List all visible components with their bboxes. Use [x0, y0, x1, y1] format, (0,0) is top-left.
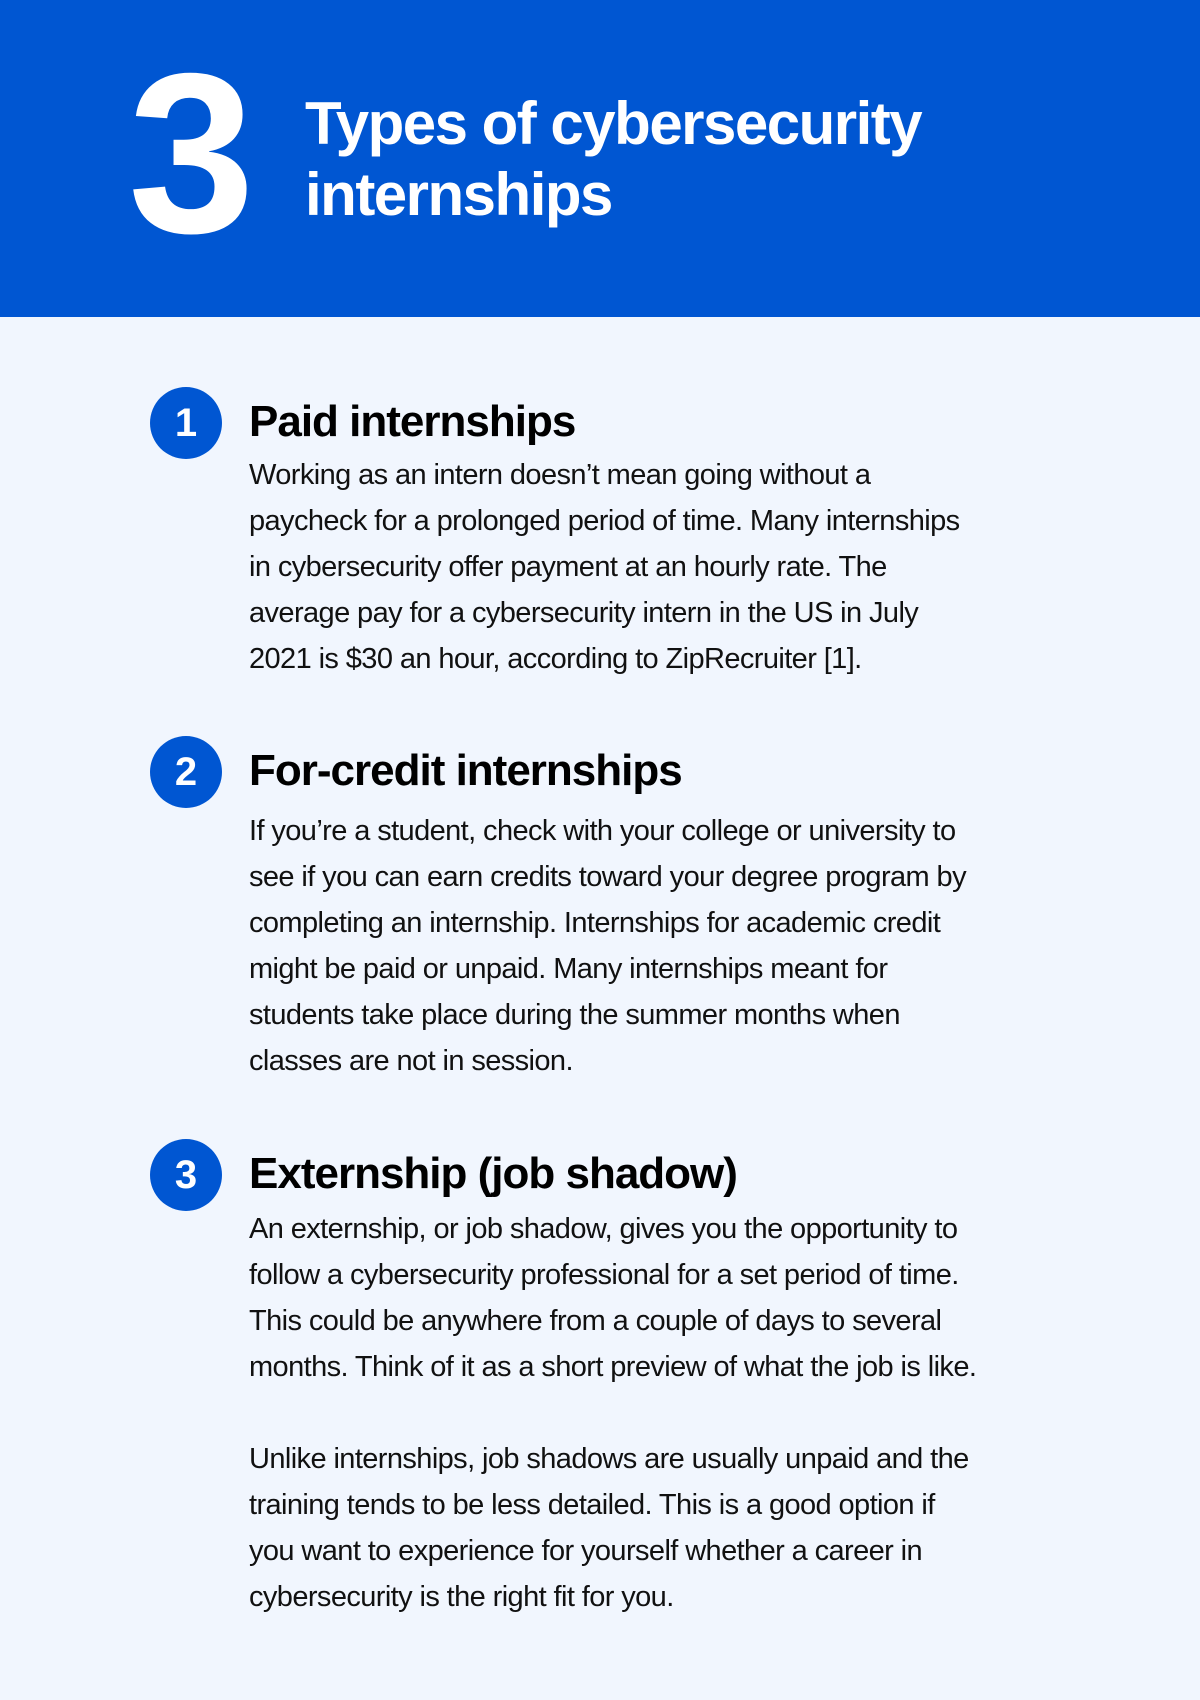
body-line: 2021 is $30 an hour, according to ZipRecruiter [1].	[249, 643, 862, 675]
paragraph-gap	[249, 1390, 976, 1436]
body-line: This could be anywhere from a couple of days to several	[249, 1305, 942, 1337]
page-title-line: internships	[305, 161, 612, 228]
number-badge: 3	[150, 1139, 222, 1211]
body-line: classes are not in session.	[249, 1045, 573, 1077]
body-line: average pay for a cybersecurity intern in the US in July	[249, 597, 919, 629]
body-line: completing an internship. Internships for academic credit	[249, 907, 941, 939]
body-line: in cybersecurity offer payment at an hourly rate. The	[249, 551, 887, 583]
page-title-line: Types of cybersecurity	[305, 90, 922, 157]
item-body	[249, 1206, 976, 1620]
body-line: paycheck for a prolonged period of time. Many internships	[249, 505, 960, 537]
item-title: Paid internships	[249, 397, 576, 446]
body-line: training tends to be less detailed. This is a good option if	[249, 1489, 935, 1521]
body-line: Unlike internships, job shadows are usually unpaid and the	[249, 1443, 969, 1475]
body-line: months. Think of it as a short preview of what the job is like.	[249, 1351, 977, 1383]
item-title: For-credit internships	[249, 746, 682, 795]
header-banner	[0, 0, 1200, 317]
body-line: follow a cybersecurity professional for a set period of time.	[249, 1259, 959, 1291]
item-body	[249, 808, 966, 1084]
body-line: Working as an intern doesn’t mean going without a	[249, 459, 871, 491]
body-line: students take place during the summer months when	[249, 999, 900, 1031]
body-line: might be paid or unpaid. Many internships meant for	[249, 953, 888, 985]
body-line: If you’re a student, check with your college or university to	[249, 815, 956, 847]
item-body	[249, 452, 960, 682]
number-badge: 1	[150, 387, 222, 459]
body-line: An externship, or job shadow, gives you the opportunity to	[249, 1213, 958, 1245]
body-line: cybersecurity is the right fit for you.	[249, 1581, 674, 1613]
header-number: 3	[128, 27, 251, 281]
page-title	[305, 88, 921, 230]
item-title: Externship (job shadow)	[249, 1149, 737, 1198]
body-line: you want to experience for yourself whether a career in	[249, 1535, 923, 1567]
number-badge: 2	[150, 736, 222, 808]
body-line: see if you can earn credits toward your degree program by	[249, 861, 966, 893]
